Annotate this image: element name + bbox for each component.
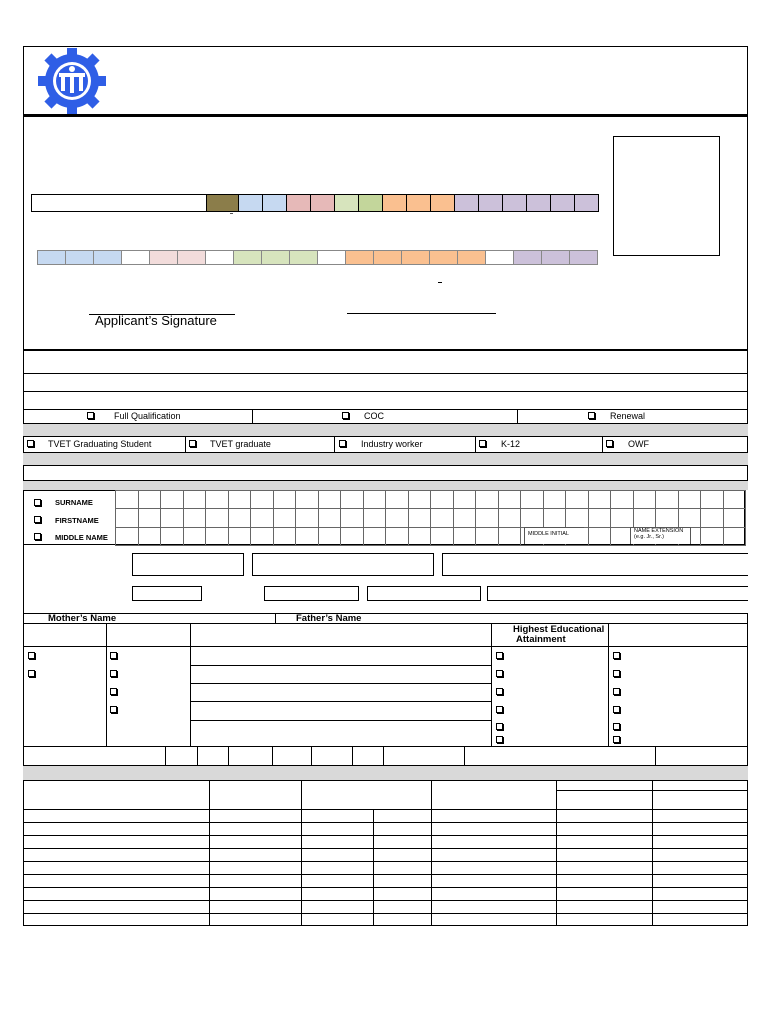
name-letter-box[interactable] [475,527,499,546]
name-letter-box[interactable] [228,490,252,509]
middle-name-label: MIDDLE NAME [55,533,108,542]
name-extension-hint: (e.g. Jr., Sr.) [634,534,664,540]
name-letter-box[interactable] [723,490,747,509]
divider [190,665,491,666]
renewal-label: Renewal [610,411,646,421]
strip2-cell[interactable] [121,250,150,265]
strip1-cell[interactable] [382,194,407,212]
strip1-cell[interactable] [430,194,455,212]
name-letter-box[interactable] [543,508,567,527]
education-section [23,623,748,747]
tvet-graduating-checkbox[interactable] [27,440,34,447]
divider [608,623,609,747]
shaded-band-3 [23,481,748,490]
strip2-cell[interactable] [317,250,346,265]
divider [556,780,557,926]
address-field-6[interactable] [367,586,481,601]
strip2-cell[interactable] [149,250,178,265]
name-letter-box[interactable] [430,508,454,527]
name-letter-box[interactable] [633,490,657,509]
name-letter-box[interactable] [655,508,679,527]
owf-label: OWF [628,439,649,449]
strip2-cell[interactable] [485,250,514,265]
name-letter-box[interactable] [273,527,297,546]
strip2-cell[interactable] [177,250,206,265]
address-field-7[interactable] [487,586,748,601]
name-letter-box[interactable] [588,490,612,509]
industry-worker-label: Industry worker [361,439,423,449]
name-letter-box[interactable] [588,508,612,527]
work-experience-table[interactable] [23,780,748,926]
divider [373,809,374,926]
strip-tick-2 [438,282,442,283]
renewal-checkbox[interactable] [588,412,595,419]
table-row-line [23,900,748,901]
name-letter-box[interactable] [700,508,724,527]
divider [475,436,476,453]
name-letter-box[interactable] [610,490,634,509]
divider [334,436,335,453]
name-letter-box[interactable] [138,490,162,509]
name-letter-box[interactable] [205,508,229,527]
strip1-cell[interactable] [238,194,263,212]
strip2-cell[interactable] [373,250,402,265]
divider [602,436,603,453]
details-row[interactable] [23,746,748,766]
strip2-cell[interactable] [37,250,66,265]
name-letter-box[interactable] [363,490,387,509]
name-letter-box[interactable] [160,508,184,527]
name-letter-box[interactable] [273,490,297,509]
strip-tick [230,213,233,214]
name-letter-box[interactable] [453,508,477,527]
name-letter-box[interactable] [138,508,162,527]
name-letter-box[interactable] [453,490,477,509]
name-letter-box[interactable] [408,527,432,546]
form-row-3[interactable] [23,391,748,410]
shaded-band-2 [23,453,748,465]
strip1-cell[interactable] [502,194,527,212]
name-letter-box[interactable] [678,490,702,509]
mothers-name-label: Mother’s Name [48,613,117,624]
shaded-band-4 [23,766,748,780]
strip1-cell[interactable] [286,194,311,212]
strip1-cell[interactable] [262,194,287,212]
name-letter-box[interactable] [160,527,184,546]
shaded-band-1 [23,424,748,436]
name-letter-box[interactable] [228,508,252,527]
divider [23,646,748,647]
name-letter-box[interactable] [430,490,454,509]
strip1-cell[interactable] [478,194,503,212]
strip1-cell[interactable] [310,194,335,212]
divider [383,746,384,766]
divider [491,623,492,747]
education-checkbox[interactable] [110,670,117,677]
divider [301,780,302,926]
divider [311,746,312,766]
divider [652,780,653,926]
owf-checkbox[interactable] [606,440,613,447]
divider [23,809,748,810]
name-letter-box[interactable] [318,508,342,527]
divider [464,746,465,766]
strip1-cell[interactable] [574,194,599,212]
address-field-3[interactable] [442,553,748,576]
strip2-cell[interactable] [401,250,430,265]
education-checkbox[interactable] [613,736,620,743]
name-letter-box[interactable] [115,508,139,527]
name-letter-box[interactable] [385,527,409,546]
education-checkbox[interactable] [613,706,620,713]
strip2-cell[interactable] [233,250,262,265]
table-row-line [23,822,748,823]
divider [190,701,491,702]
address-field-2[interactable] [252,553,434,576]
reference-number-strip [31,194,605,212]
name-letter-box[interactable] [588,527,612,546]
divider [165,746,166,766]
strip1-cell[interactable] [550,194,575,212]
name-letter-box[interactable] [363,527,387,546]
name-letter-box[interactable] [115,490,139,509]
name-letter-box[interactable] [273,508,297,527]
strip2-cell[interactable] [261,250,290,265]
strip2-cell[interactable] [429,250,458,265]
middle-initial-label: MIDDLE INITIAL [528,531,569,537]
education-checkbox[interactable] [613,670,620,677]
education-checkbox[interactable] [110,688,117,695]
coc-label: COC [364,411,384,421]
industry-worker-checkbox[interactable] [339,440,346,447]
education-checkbox[interactable] [496,723,503,730]
uli-number-strip [37,250,597,265]
name-letter-box[interactable] [565,508,589,527]
form-row-2[interactable] [23,373,748,392]
education-checkbox[interactable] [496,706,503,713]
name-letter-box[interactable] [723,508,747,527]
name-letter-box[interactable] [318,527,342,546]
name-letter-box[interactable] [295,490,319,509]
strip2-cell[interactable] [289,250,318,265]
strip1-cell[interactable] [406,194,431,212]
name-letter-box[interactable] [475,490,499,509]
divider [185,436,186,453]
table-row-line [23,835,748,836]
name-letter-box[interactable] [430,527,454,546]
name-letter-box[interactable] [655,490,679,509]
name-letter-box[interactable] [183,490,207,509]
name-letter-box[interactable] [228,527,252,546]
divider [252,409,253,424]
divider [209,780,210,926]
education-checkbox[interactable] [110,706,117,713]
education-header-line2: Attainment [516,634,566,645]
table-row-line [23,913,748,914]
strip2-cell[interactable] [569,250,598,265]
name-letter-box[interactable] [115,527,139,546]
name-letter-box[interactable] [498,508,522,527]
divider [556,790,748,791]
name-letter-box[interactable] [250,527,274,546]
divider [352,746,353,766]
name-letter-box[interactable] [340,508,364,527]
name-letter-box[interactable] [498,490,522,509]
strip1-cell[interactable] [454,194,479,212]
divider [197,746,198,766]
strip1-cell[interactable] [31,194,207,212]
strip1-cell[interactable] [526,194,551,212]
table-row-line [23,887,748,888]
strip1-cell[interactable] [206,194,239,212]
fathers-name-label: Father’s Name [296,613,362,624]
tvet-graduate-label: TVET graduate [210,439,271,449]
address-field-1[interactable] [132,553,244,576]
name-letter-box[interactable] [408,508,432,527]
full-qualification-label: Full Qualification [114,411,181,421]
strip2-cell[interactable] [513,250,542,265]
name-letter-box[interactable] [565,490,589,509]
name-letter-box[interactable] [295,508,319,527]
name-letter-box[interactable] [700,490,724,509]
name-extension-label: NAME EXTENSION [634,528,684,534]
strip1-cell[interactable] [358,194,383,212]
divider [228,746,229,766]
name-letter-box[interactable] [385,508,409,527]
name-letter-box[interactable] [183,508,207,527]
name-letter-box[interactable] [295,527,319,546]
education-checkbox[interactable] [496,652,503,659]
form-row-4[interactable] [23,465,748,481]
firstname-label: FIRSTNAME [55,516,99,525]
strip2-cell[interactable] [205,250,234,265]
name-letter-box[interactable] [250,490,274,509]
education-checkbox[interactable] [496,670,503,677]
name-letter-box[interactable] [385,490,409,509]
applicant-signature-label: Applicant’s Signature [95,313,217,328]
strip1-cell[interactable] [334,194,359,212]
k12-label: K-12 [501,439,521,449]
name-letter-box[interactable] [475,508,499,527]
divider [190,683,491,684]
name-letter-box[interactable] [408,490,432,509]
table-row-line [23,848,748,849]
name-letter-box[interactable] [520,490,544,509]
strip2-cell[interactable] [457,250,486,265]
name-letter-box[interactable] [520,508,544,527]
full-qualification-checkbox[interactable] [87,412,94,419]
k12-checkbox[interactable] [479,440,486,447]
name-letter-box[interactable] [633,508,657,527]
name-letter-box[interactable] [340,490,364,509]
divider [655,746,656,766]
address-field-5[interactable] [264,586,359,601]
divider [517,409,518,424]
table-row-line [23,861,748,862]
education-checkbox[interactable] [28,670,35,677]
divider [431,780,432,926]
name-letter-box[interactable] [160,490,184,509]
divider [190,623,191,747]
divider [272,746,273,766]
education-checkbox[interactable] [496,736,503,743]
name-letter-box[interactable] [610,508,634,527]
name-letter-box[interactable] [250,508,274,527]
name-letter-box[interactable] [453,527,477,546]
name-letter-box[interactable] [205,527,229,546]
photo-box [613,136,720,256]
education-checkbox[interactable] [613,688,620,695]
strip2-cell[interactable] [541,250,570,265]
middle-name-checkbox[interactable] [34,533,41,540]
other-signature-line[interactable] [347,313,496,314]
tvet-graduate-checkbox[interactable] [189,440,196,447]
name-letter-box[interactable] [543,490,567,509]
name-letter-box[interactable] [183,527,207,546]
education-checkbox[interactable] [613,723,620,730]
education-checkbox[interactable] [28,652,35,659]
name-letter-box[interactable] [205,490,229,509]
divider [106,623,107,747]
surname-checkbox[interactable] [34,499,41,506]
name-letter-box[interactable] [138,527,162,546]
name-letter-box[interactable] [318,490,342,509]
education-checkbox[interactable] [496,688,503,695]
name-letter-box[interactable] [723,527,747,546]
strip2-cell[interactable] [345,250,374,265]
tvet-graduating-label: TVET Graduating Student [48,439,152,449]
coc-checkbox[interactable] [342,412,349,419]
strip2-cell[interactable] [93,250,122,265]
education-checkbox[interactable] [110,652,117,659]
name-letter-box[interactable] [700,527,724,546]
education-header-line1: Highest Educational [513,624,605,635]
address-field-4[interactable] [132,586,202,601]
table-row-line [23,874,748,875]
name-letter-box[interactable] [340,527,364,546]
name-letter-box[interactable] [678,508,702,527]
form-row-1[interactable] [23,350,748,374]
surname-label: SURNAME [55,498,93,507]
name-letter-box[interactable] [498,527,522,546]
name-letter-box[interactable] [363,508,387,527]
firstname-checkbox[interactable] [34,516,41,523]
header-box [23,46,748,116]
strip2-cell[interactable] [65,250,94,265]
education-checkbox[interactable] [613,652,620,659]
divider [190,720,491,721]
tesda-gear-logo-icon [31,48,113,114]
